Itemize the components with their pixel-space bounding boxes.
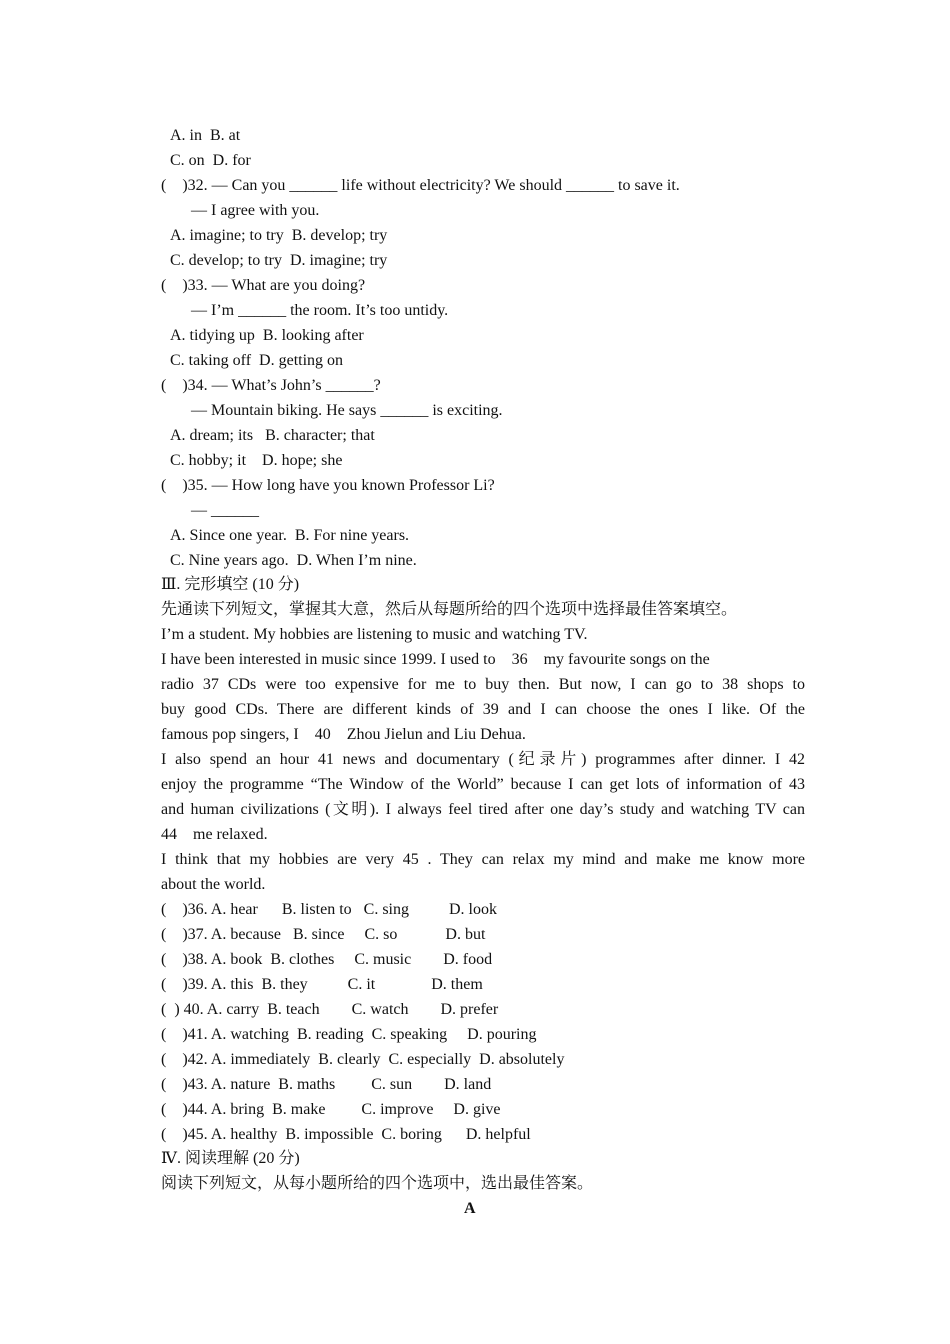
q34-option-line-2: C. hobby; it D. hope; she — [170, 452, 343, 469]
passage-line: 44 me relaxed. — [161, 826, 268, 843]
q33-stem: ( )33. — What are you doing? — [161, 277, 366, 294]
q35-stem: ( )35. — How long have you known Professor Li? — [161, 477, 495, 494]
q33-option-line-1: A. tidying up B. looking after — [170, 327, 364, 344]
q33-option-line-2: C. taking off D. getting on — [170, 352, 344, 369]
section4-instruction: 阅读下列短文，从每小题所给的四个选项中，选出最佳答案。 — [161, 1175, 594, 1192]
q35-reply: — ______ — [191, 502, 259, 519]
q34-stem: ( )34. — What’s John’s ______? — [161, 377, 381, 394]
cloze-question-43: ( )43. A. nature B. maths C. sun D. land — [161, 1076, 492, 1093]
q34-reply: — Mountain biking. He says ______ is exciting. — [191, 402, 503, 419]
q32-option-line-1: A. imagine; to try B. develop; try — [170, 227, 388, 244]
q35-option-line-2: C. Nine years ago. D. When I’m nine. — [170, 552, 417, 569]
section4-heading: Ⅳ. 阅读理解 (20 分) — [161, 1150, 300, 1167]
cloze-question-40: ( ) 40. A. carry B. teach C. watch D. prefer — [161, 1001, 499, 1018]
cloze-question-38: ( )38. A. book B. clothes C. music D. food — [161, 951, 493, 968]
passage-line: radio 37 CDs were too expensive for me to buy then. But now, I can go to 38 shops to — [161, 676, 805, 693]
passage-line: I’m a student. My hobbies are listening to music and watching TV. — [161, 626, 588, 643]
cloze-question-41: ( )41. A. watching B. reading C. speaking D. pouring — [161, 1026, 537, 1043]
cloze-question-37: ( )37. A. because B. since C. so D. but — [161, 926, 486, 943]
passage-line: I think that my hobbies are very 45 . They can relax my mind and make me know more — [161, 851, 805, 868]
passage-line: famous pop singers, I 40 Zhou Jielun and Liu Dehua. — [161, 726, 526, 743]
q35-option-line-1: A. Since one year. B. For nine years. — [170, 527, 410, 544]
passage-line: buy good CDs. There are different kinds of 39 and I can choose the ones I like. Of the — [161, 701, 805, 718]
q32-option-line-2: C. develop; to try D. imagine; try — [170, 252, 388, 269]
cloze-question-45: ( )45. A. healthy B. impossible C. boring D. helpful — [161, 1126, 531, 1143]
q31-option-line-2: C. on D. for — [170, 152, 251, 169]
section3-heading: Ⅲ. 完形填空 (10 分) — [161, 576, 300, 593]
passage-line: I have been interested in music since 1999. I used to 36 my favourite songs on the — [161, 651, 710, 668]
cloze-question-42: ( )42. A. immediately B. clearly C. especially D. absolutely — [161, 1051, 565, 1068]
q32-reply: — I agree with you. — [191, 202, 320, 219]
passage-line: I also spend an hour 41 news and documentary (纪录片) programmes after dinner. I 42 — [161, 751, 805, 768]
q31-option-line-1: A. in B. at — [170, 127, 241, 144]
q32-stem: ( )32. — Can you ______ life without electricity? We should ______ to save it. — [161, 177, 680, 194]
section3-instruction: 先通读下列短文，掌握其大意，然后从每题所给的四个选项中选择最佳答案填空。 — [161, 601, 738, 618]
cloze-question-39: ( )39. A. this B. they C. it D. them — [161, 976, 483, 993]
q34-option-line-1: A. dream; its B. character; that — [170, 427, 375, 444]
passage-line: and human civilizations (文明). I always feel tired after one day’s study and watching TV can — [161, 801, 805, 818]
cloze-question-44: ( )44. A. bring B. make C. improve D. give — [161, 1101, 501, 1118]
section4-part-label: A — [464, 1200, 476, 1217]
passage-line: enjoy the programme “The Window of the World” because I can get lots of information of 43 — [161, 776, 805, 793]
q33-reply: — I’m ______ the room. It’s too untidy. — [191, 302, 449, 319]
cloze-question-36: ( )36. A. hear B. listen to C. sing D. look — [161, 901, 497, 918]
passage-line: about the world. — [161, 876, 266, 893]
